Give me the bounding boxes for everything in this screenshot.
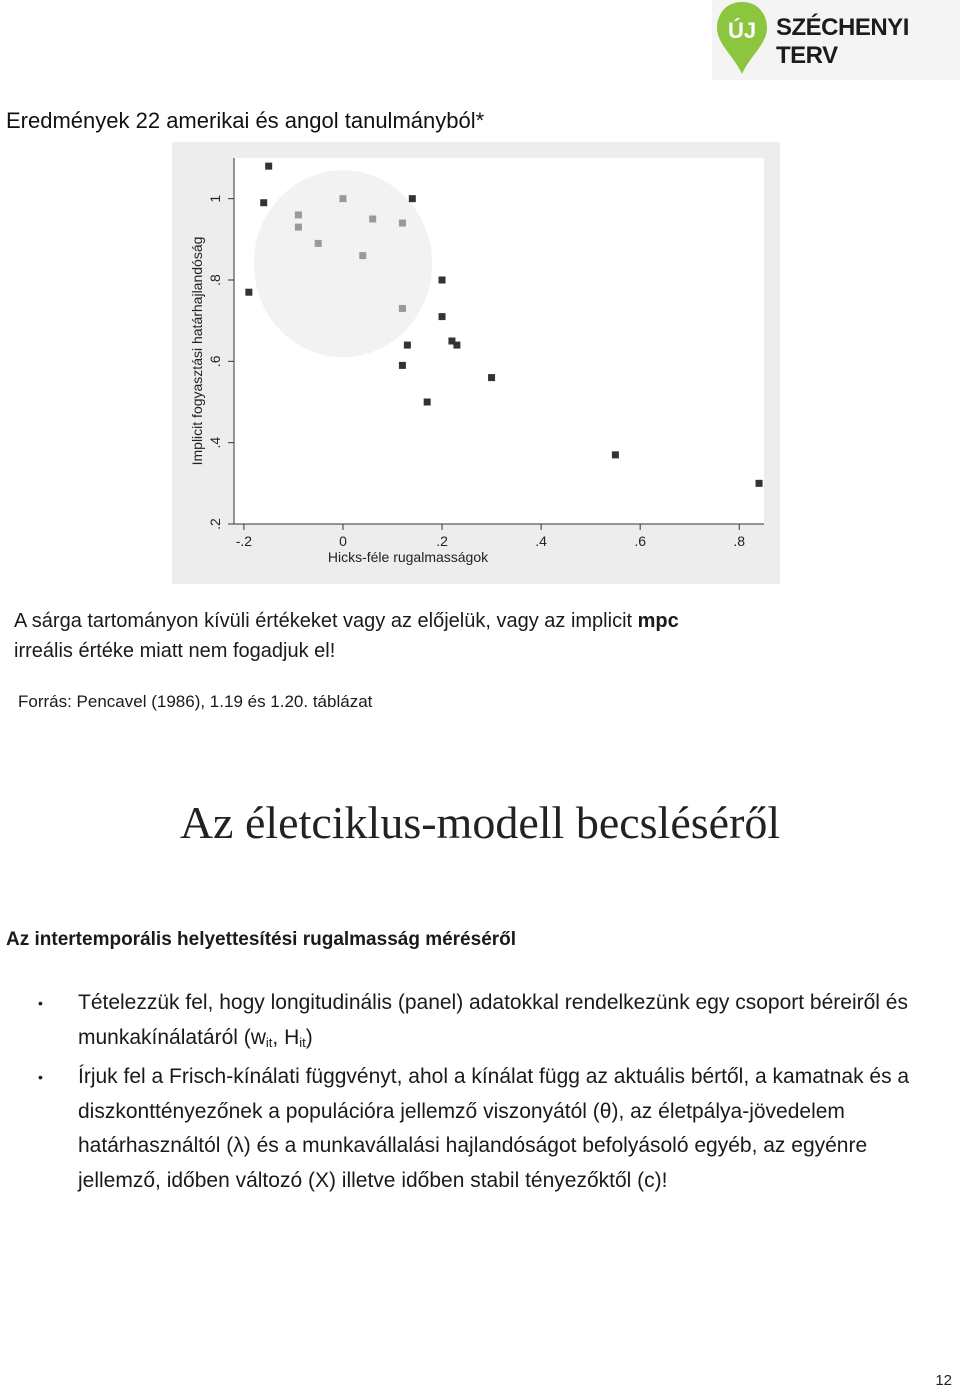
bullet-1-sub-h: it — [299, 1034, 306, 1050]
data-point-dark — [756, 480, 763, 487]
note-text-after: irreális értéke miatt nem fogadjuk el! — [14, 640, 336, 662]
data-point-dark — [404, 342, 411, 349]
note-bold: mpc — [637, 610, 679, 632]
data-point-grey — [295, 211, 302, 218]
chart-note — [14, 606, 834, 666]
y-tick-label: .2 — [207, 518, 223, 530]
subheading: Az intertemporális helyettesítési rugalmasság méréséről — [6, 929, 517, 950]
x-axis-label: Hicks-féle rugalmasságok — [327, 549, 489, 565]
bullet-item — [38, 986, 938, 1060]
chart-svg — [172, 142, 780, 584]
data-point-grey — [399, 305, 406, 312]
data-point-grey — [399, 220, 406, 227]
data-point-dark — [612, 451, 619, 458]
y-tick-label: .8 — [207, 274, 223, 286]
data-point-grey — [295, 224, 302, 231]
bullet-1-sub-w: it — [265, 1034, 273, 1050]
bullet-1-text: Tételezzük fel, hogy longitudinális (panel) adatokkal rendelkezünk egy csoport béreiről és munkakínálatáról (w — [78, 991, 908, 1049]
y-tick-label: 1 — [207, 194, 223, 203]
bullet-icon: • — [38, 995, 43, 1011]
data-point-grey — [339, 195, 346, 202]
data-point-grey — [315, 240, 322, 247]
bullet-list — [38, 986, 938, 1198]
y-tick-label: .6 — [207, 355, 223, 368]
section-title: Az életciklus-modell becsléséről — [179, 797, 781, 848]
source-citation: Forrás: Pencavel (1986), 1.19 és 1.20. táblázat — [18, 692, 373, 711]
data-point-dark — [265, 163, 272, 170]
bullet-2-text: Írjuk fel a Frisch-kínálati függvényt, ahol a kínálat függ az aktuális bértől, a kamatnak és a diszkonttényezőnek a populációra jellemző viszonyától (θ), az életpálya-jövedelem határhasználtól (λ) és a munkavállalási hajlandóságot befolyásoló egyéb, az egyénre jellemző, időben változó (X) illetve időben stabil tényezőktől (c)! — [78, 1065, 910, 1192]
y-axis-label: Implicit fogyasztási határhajlandóság — [189, 236, 205, 466]
bullet-1-mid: , H — [272, 1025, 300, 1049]
x-tick-label: 0 — [339, 533, 347, 549]
x-tick-label: .6 — [634, 533, 647, 549]
logo-text: SZÉCHENYI TERV — [776, 14, 909, 69]
map-pin-icon — [714, 0, 770, 76]
x-tick-label: .4 — [535, 533, 547, 549]
x-tick-label: .8 — [733, 533, 746, 549]
data-point-dark — [260, 199, 267, 206]
data-point-dark — [488, 374, 495, 381]
data-point-dark — [439, 313, 446, 320]
data-point-dark — [453, 342, 460, 349]
data-point-grey — [359, 252, 366, 259]
x-tick-label: .2 — [436, 533, 448, 549]
data-point-grey — [369, 216, 376, 223]
bullet-item — [38, 1060, 938, 1198]
data-point-dark — [409, 195, 416, 202]
data-point-dark — [399, 362, 406, 369]
note-text-before: A sárga tartományon kívüli értékeket vagy az előjelük, vagy az implicit — [14, 610, 638, 632]
page-number: 12 — [935, 1372, 952, 1389]
data-point-dark — [439, 277, 446, 284]
x-tick-label: -.2 — [235, 533, 253, 549]
logo-pin-text: ÚJ — [727, 18, 757, 43]
slide-heading: Eredmények 22 amerikai és angol tanulmányból* — [6, 108, 485, 133]
scatter-chart — [172, 142, 780, 584]
data-point-dark — [424, 399, 431, 406]
bullet-icon: • — [38, 1069, 43, 1085]
data-point-dark — [245, 289, 252, 296]
y-tick-label: .4 — [207, 436, 223, 449]
bullet-1-end: ) — [305, 1025, 313, 1049]
